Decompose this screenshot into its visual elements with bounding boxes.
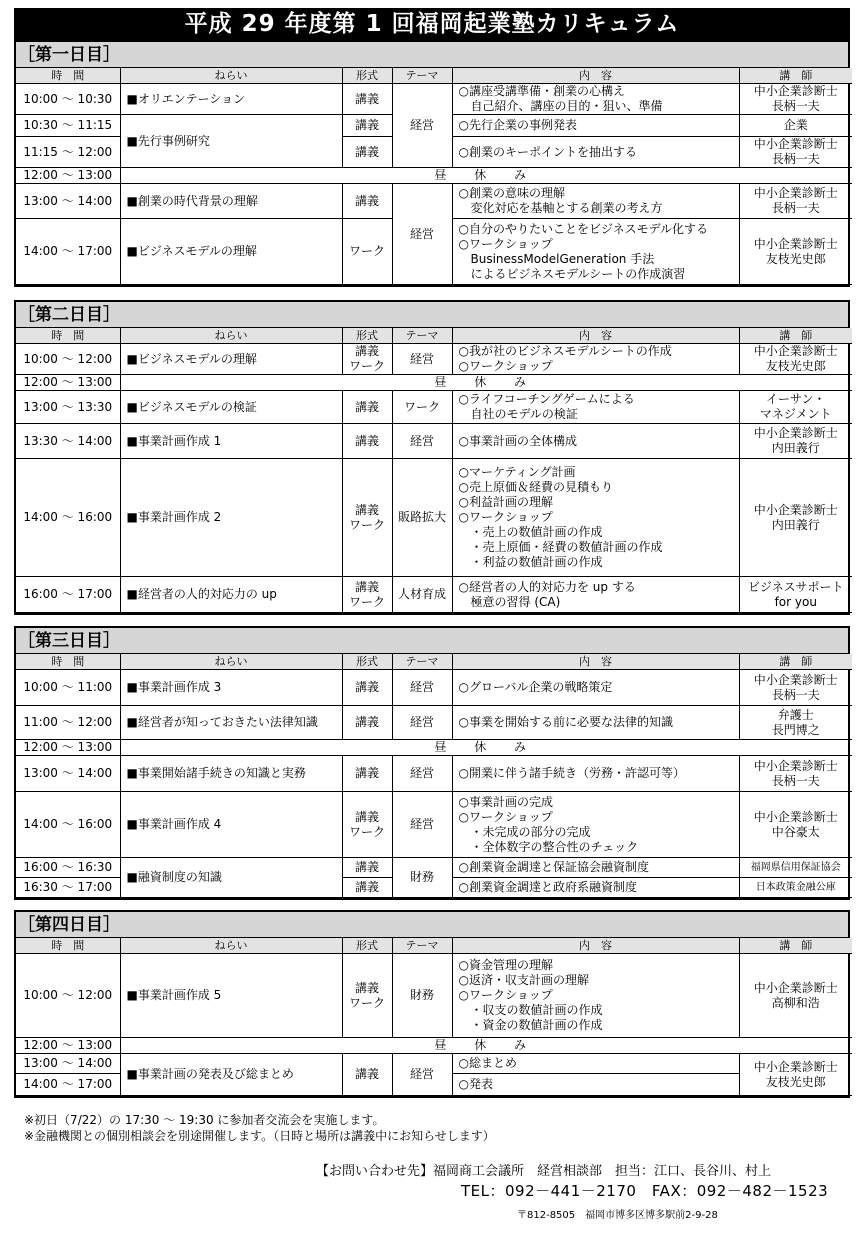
theme-cell: 経営 (392, 792, 452, 858)
lecturer-cell (739, 424, 852, 459)
line: 講義 (354, 680, 379, 694)
line: 講義 (354, 399, 379, 414)
aim-cell: ■事業計画作成 1 (120, 424, 342, 459)
content-line: ○創業のキーポイントを抽出する (458, 144, 637, 159)
note: ※初日（7/22）の 17:30 ～ 19:30 に参加者交流会を実施します。 (24, 1113, 385, 1127)
format-cell (342, 459, 392, 577)
line: ワーク (348, 824, 385, 839)
lecturer-line: 中小企業診断士 (753, 758, 838, 773)
content-cell (452, 344, 739, 375)
content-cell (452, 792, 739, 858)
line: 講義 (354, 193, 379, 208)
lecturer-cell (739, 219, 852, 285)
time-cell: 13:00 ～ 13:30 (16, 391, 120, 424)
content-line: ○創業資金調達と保証協会融資制度 (458, 860, 649, 874)
lecturer-line: 長柄一夫 (771, 773, 820, 788)
lecturer-line: 中小企業診断士 (753, 236, 838, 251)
table-row (16, 424, 852, 459)
lecturer-cell (739, 706, 852, 740)
schedule-table (16, 654, 852, 898)
lecturer-line: 友枝光史郎 (765, 1074, 826, 1089)
aim-cell: ■オリエンテーション (120, 84, 342, 115)
time-cell: 11:15 ～ 12:00 (16, 137, 120, 168)
lecturer-line: 中小企業診断士 (753, 980, 838, 995)
content-cell (452, 1074, 739, 1096)
note: ※金融機関との個別相談会を別途開催します。（日時と場所は講義中にお知らせします） (24, 1129, 495, 1143)
format-cell (342, 184, 392, 219)
column-header-theme: テーマ (392, 68, 452, 84)
content-line: ・売上原価・経費の数値計画の作成 (458, 540, 663, 554)
aim-cell: ■経営者の人的対応力の up (120, 577, 342, 613)
content-line: ○ワークショップ (458, 988, 553, 1002)
theme-cell: 経営 (392, 344, 452, 375)
lecturer-cell (739, 115, 852, 137)
line: 講義 (354, 766, 379, 780)
column-header-lecturer: 講 師 (739, 68, 852, 84)
lecturer-line: 長柄一夫 (771, 99, 820, 113)
content-cell (452, 391, 739, 424)
table-row (16, 670, 852, 706)
column-header-row (16, 328, 852, 344)
column-header-aim: ねらい (120, 68, 342, 84)
column-header-content: 内 容 (452, 654, 739, 670)
content-cell (452, 858, 739, 878)
lecturer-line: 長柄一夫 (771, 152, 820, 166)
content-line: ○ライフコーチングゲームによる (458, 392, 635, 406)
content-line: ○発表 (458, 1077, 493, 1091)
aim-cell: ■ビジネスモデルの理解 (120, 344, 342, 375)
column-header-time: 時 間 (16, 938, 120, 954)
column-header-format: 形式 (342, 68, 392, 84)
lecturer-line: 中小企業診断士 (753, 672, 838, 687)
content-cell (452, 577, 739, 613)
column-header-format: 形式 (342, 654, 392, 670)
content-line: ○売上原価＆経費の見積もり (458, 480, 613, 494)
aim-cell: ■事業開始諸手続きの知識と実務 (120, 756, 342, 792)
line: 講義 (354, 502, 379, 517)
content-line: ○創業の意味の理解 (458, 186, 565, 200)
content-line: 自社のモデルの検証 (458, 407, 578, 421)
content-line: ○我が社のビジネスモデルシートの作成 (458, 344, 672, 358)
theme-cell: 経営 (392, 1054, 452, 1096)
content-line: 変化対応を基軸とする創業の考え方 (458, 201, 663, 215)
time-cell: 13:00 ～ 14:00 (16, 1054, 120, 1074)
aim-cell: ■事業計画の発表及び総まとめ (120, 1054, 342, 1096)
line: 講義 (354, 144, 379, 159)
content-line: ○マーケティング計画 (458, 465, 576, 479)
notes (24, 1112, 495, 1144)
lecturer-line: イーサン・ (766, 392, 826, 406)
content-line: ○利益計画の理解 (458, 495, 553, 509)
lecturer-line: 中小企業診断士 (753, 502, 838, 517)
lecturer-line: 長門博之 (771, 722, 820, 737)
column-header-aim: ねらい (120, 654, 342, 670)
lecturer-cell (739, 344, 852, 375)
time-cell: 16:00 ～ 17:00 (16, 577, 120, 613)
time-cell: 12:00 ～ 13:00 (16, 1038, 120, 1054)
content-cell (452, 219, 739, 285)
lecturer-line: for you (774, 594, 817, 609)
time-cell: 10:00 ～ 10:30 (16, 84, 120, 115)
day-section (14, 40, 850, 287)
column-header-theme: テーマ (392, 938, 452, 954)
time-cell: 13:00 ～ 14:00 (16, 184, 120, 219)
lecturer-cell (739, 577, 852, 613)
aim-cell: ■ビジネスモデルの理解 (120, 219, 342, 285)
lecturer-line: 日本政策金融公庫 (755, 882, 836, 893)
content-line: ○資金管理の理解 (458, 958, 553, 972)
column-header-row (16, 654, 852, 670)
tel-fax: TEL：092－441－2170 FAX：092－482－1523 (461, 1182, 829, 1200)
inquiry-contact: 【お問い合わせ先】福岡商工会議所 経営相談部 担当：江口、長谷川、村上 (316, 1164, 772, 1179)
format-cell (342, 670, 392, 706)
aim-cell: ■経営者が知っておきたい法律知識 (120, 706, 342, 740)
day-header: ［第二日目］ (16, 302, 848, 328)
lecturer-cell (739, 391, 852, 424)
schedule-table (16, 68, 852, 285)
line: 講義 (354, 980, 379, 995)
content-cell (452, 137, 739, 168)
format-cell (342, 137, 392, 168)
time-cell: 16:00 ～ 16:30 (16, 858, 120, 878)
theme-cell: 人材育成 (392, 577, 452, 613)
line: ワーク (348, 244, 385, 258)
table-row (16, 375, 852, 391)
schedule-table (16, 938, 852, 1096)
column-header-format: 形式 (342, 938, 392, 954)
content-cell (452, 670, 739, 706)
aim-cell: ■事業計画作成 3 (120, 670, 342, 706)
format-cell (342, 756, 392, 792)
format-cell (342, 344, 392, 375)
content-line: ○事業を開始する前に必要な法律的知識 (458, 715, 673, 729)
line: 講義 (354, 1067, 379, 1081)
content-line: ○ワークショップ (458, 809, 553, 824)
theme-cell: 経営 (392, 706, 452, 740)
content-line: ○ワークショップ (458, 236, 553, 251)
theme-cell: 経営 (392, 670, 452, 706)
column-header-row (16, 938, 852, 954)
aim-cell: ■事業計画作成 4 (120, 792, 342, 858)
content-cell (452, 954, 739, 1038)
day-section (14, 910, 850, 1098)
time-cell: 13:30 ～ 14:00 (16, 424, 120, 459)
format-cell (342, 424, 392, 459)
format-cell (342, 577, 392, 613)
content-cell (452, 706, 739, 740)
content-line: ○グローバル企業の戦略策定 (458, 680, 613, 694)
content-line: ○事業計画の全体構成 (458, 433, 577, 448)
lunch-break: 昼 休 み (120, 1038, 852, 1054)
column-header-theme: テーマ (392, 654, 452, 670)
content-line: ・利益の数値計画の作成 (458, 555, 603, 569)
column-header-theme: テーマ (392, 328, 452, 344)
format-cell (342, 706, 392, 740)
aim-cell: ■ビジネスモデルの検証 (120, 391, 342, 424)
lecturer-line: 高柳和浩 (771, 995, 820, 1010)
lecturer-cell (739, 858, 852, 878)
lecturer-line: 弁護士 (777, 707, 814, 722)
lecturer-line: 中小企業診断士 (753, 344, 838, 358)
column-header-content: 内 容 (452, 938, 739, 954)
column-header-content: 内 容 (452, 328, 739, 344)
time-cell: 12:00 ～ 13:00 (16, 168, 120, 184)
lecturer-cell (739, 756, 852, 792)
theme-cell: 財務 (392, 954, 452, 1038)
column-header-aim: ねらい (120, 328, 342, 344)
lunch-break: 昼 休 み (120, 168, 852, 184)
table-row (16, 756, 852, 792)
table-row (16, 954, 852, 1038)
content-line: BusinessModelGeneration 手法 (458, 251, 655, 266)
table-row (16, 706, 852, 740)
address: 〒812-8505 福岡市博多区博多駅前2-9-28 (517, 1210, 718, 1221)
aim-cell: ■事業計画作成 5 (120, 954, 342, 1038)
lecturer-line: ビジネスサポート (748, 579, 844, 594)
lunch-break: 昼 休 み (120, 740, 852, 756)
lecturer-cell (739, 954, 852, 1038)
column-header-format: 形式 (342, 328, 392, 344)
content-line: 自己紹介、講座の目的・狙い、準備 (458, 99, 663, 113)
content-line: ○ワークショップ (458, 510, 553, 524)
lecturer-line: 友枝光史郎 (765, 251, 826, 266)
lecturer-cell (739, 459, 852, 577)
format-cell (342, 1054, 392, 1096)
line: 講義 (354, 579, 379, 594)
lecturer-line: 内田義行 (771, 517, 820, 532)
content-cell (452, 756, 739, 792)
theme-cell: 経営 (392, 184, 452, 285)
column-header-row (16, 68, 852, 84)
lecturer-line: 長柄一夫 (771, 201, 820, 215)
line: ワーク (348, 995, 385, 1010)
content-line: ○返済・収支計画の理解 (458, 973, 589, 987)
line: 講義 (354, 809, 379, 824)
lecturer-line: 中小企業診断士 (753, 426, 838, 440)
column-header-time: 時 間 (16, 68, 120, 84)
time-cell: 14:00 ～ 17:00 (16, 1074, 120, 1096)
lecturer-line: 中小企業診断士 (753, 1059, 838, 1074)
table-row (16, 168, 852, 184)
aim-cell: ■事業計画作成 2 (120, 459, 342, 577)
time-cell: 14:00 ～ 17:00 (16, 219, 120, 285)
line: 講義 (354, 91, 379, 106)
content-line: ・未完成の部分の完成 (458, 824, 591, 839)
line: 講義 (354, 880, 379, 894)
lecturer-line: 内田義行 (771, 441, 820, 455)
format-cell (342, 115, 392, 137)
format-cell (342, 219, 392, 285)
format-cell (342, 878, 392, 898)
aim-cell: ■先行事例研究 (120, 115, 342, 168)
content-line: ○経営者の人的対応力を up する (458, 579, 636, 594)
lecturer-line: 長柄一夫 (771, 687, 820, 702)
content-line: ・全体数字の整合性のチェック (458, 839, 639, 854)
format-cell (342, 84, 392, 115)
content-line: ・収支の数値計画の作成 (458, 1003, 603, 1017)
time-cell: 10:00 ～ 12:00 (16, 344, 120, 375)
table-row (16, 577, 852, 613)
day-section (14, 300, 850, 615)
lecturer-cell (739, 184, 852, 219)
format-cell (342, 858, 392, 878)
lecturer-line: 中小企業診断士 (753, 137, 838, 151)
theme-cell: ワーク (392, 391, 452, 424)
time-cell: 14:00 ～ 16:00 (16, 792, 120, 858)
time-cell: 10:30 ～ 11:15 (16, 115, 120, 137)
lecturer-cell (739, 1054, 852, 1096)
lecturer-cell (739, 84, 852, 115)
content-line: ○講座受講準備・創業の心構え (458, 84, 625, 98)
content-line: によるビジネスモデルシートの作成演習 (458, 266, 686, 281)
lecturer-cell (739, 792, 852, 858)
time-cell: 11:00 ～ 12:00 (16, 706, 120, 740)
content-line: ○開業に伴う諸手続き（労務・許認可等） (458, 766, 685, 780)
lecturer-line: 中小企業診断士 (753, 809, 838, 824)
lecturer-cell (739, 878, 852, 898)
table-row (16, 740, 852, 756)
time-cell: 12:00 ～ 13:00 (16, 740, 120, 756)
column-header-time: 時 間 (16, 328, 120, 344)
time-cell: 16:30 ～ 17:00 (16, 878, 120, 898)
lecturer-line: マネジメント (759, 407, 832, 421)
lecturer-cell (739, 137, 852, 168)
column-header-aim: ねらい (120, 938, 342, 954)
day-header: ［第三日目］ (16, 628, 848, 654)
theme-cell: 経営 (392, 756, 452, 792)
content-line: ○先行企業の事例発表 (458, 118, 577, 132)
table-row (16, 1054, 852, 1074)
line: 講義 (354, 344, 379, 358)
content-line: ・資金の数値計画の作成 (458, 1018, 603, 1032)
content-line: ○創業資金調達と政府系融資制度 (458, 880, 637, 894)
time-cell: 14:00 ～ 16:00 (16, 459, 120, 577)
table-row (16, 792, 852, 858)
lecturer-line: 中小企業診断士 (753, 84, 838, 98)
content-cell (452, 84, 739, 115)
content-cell (452, 184, 739, 219)
content-cell (452, 424, 739, 459)
lecturer-line: 友枝光史郎 (765, 359, 826, 373)
line: 講義 (354, 860, 379, 874)
content-line: ○事業計画の完成 (458, 794, 553, 809)
column-header-content: 内 容 (452, 68, 739, 84)
line: 講義 (354, 118, 379, 132)
time-cell: 12:00 ～ 13:00 (16, 375, 120, 391)
page-title: 平成 29 年度第 1 回福岡起業塾カリキュラム (14, 8, 850, 40)
content-line: ・売上の数値計画の作成 (458, 525, 603, 539)
theme-cell: 経営 (392, 424, 452, 459)
time-cell: 10:00 ～ 11:00 (16, 670, 120, 706)
content-line: 極意の習得 (CA) (458, 594, 561, 609)
table-row (16, 344, 852, 375)
column-header-lecturer: 講 師 (739, 654, 852, 670)
aim-cell: ■創業の時代背景の理解 (120, 184, 342, 219)
day-header: ［第四日目］ (16, 912, 848, 938)
theme-cell: 財務 (392, 858, 452, 898)
line: ワーク (348, 594, 385, 609)
column-header-lecturer: 講 師 (739, 328, 852, 344)
format-cell (342, 391, 392, 424)
schedule-table (16, 328, 852, 613)
table-row (16, 1038, 852, 1054)
line: ワーク (348, 517, 385, 532)
content-line: ○自分のやりたいことをビジネスモデル化する (458, 221, 709, 236)
content-cell (452, 115, 739, 137)
table-row (16, 459, 852, 577)
table-row (16, 391, 852, 424)
lecturer-line: 福岡県信用保証協会 (750, 862, 841, 873)
lecturer-line: 中谷豪太 (771, 824, 820, 839)
format-cell (342, 792, 392, 858)
day-section (14, 626, 850, 900)
content-line: ○総まとめ (458, 1056, 517, 1070)
content-line: ○ワークショップ (458, 359, 553, 373)
lunch-break: 昼 休 み (120, 375, 852, 391)
column-header-lecturer: 講 師 (739, 938, 852, 954)
aim-cell: ■融資制度の知識 (120, 858, 342, 898)
time-cell: 10:00 ～ 12:00 (16, 954, 120, 1038)
content-cell (452, 878, 739, 898)
content-cell (452, 459, 739, 577)
content-cell (452, 1054, 739, 1074)
line: 講義 (354, 433, 379, 448)
theme-cell: 経営 (392, 84, 452, 168)
theme-cell: 販路拡大 (392, 459, 452, 577)
line: ワーク (348, 359, 385, 373)
lecturer-cell (739, 670, 852, 706)
column-header-time: 時 間 (16, 654, 120, 670)
format-cell (342, 954, 392, 1038)
lecturer-line: 企業 (783, 118, 808, 132)
time-cell: 13:00 ～ 14:00 (16, 756, 120, 792)
day-header: ［第一日目］ (16, 42, 848, 68)
table-row (16, 84, 852, 115)
table-row (16, 184, 852, 219)
table-row (16, 858, 852, 878)
lecturer-line: 中小企業診断士 (753, 186, 838, 200)
line: 講義 (354, 715, 379, 729)
